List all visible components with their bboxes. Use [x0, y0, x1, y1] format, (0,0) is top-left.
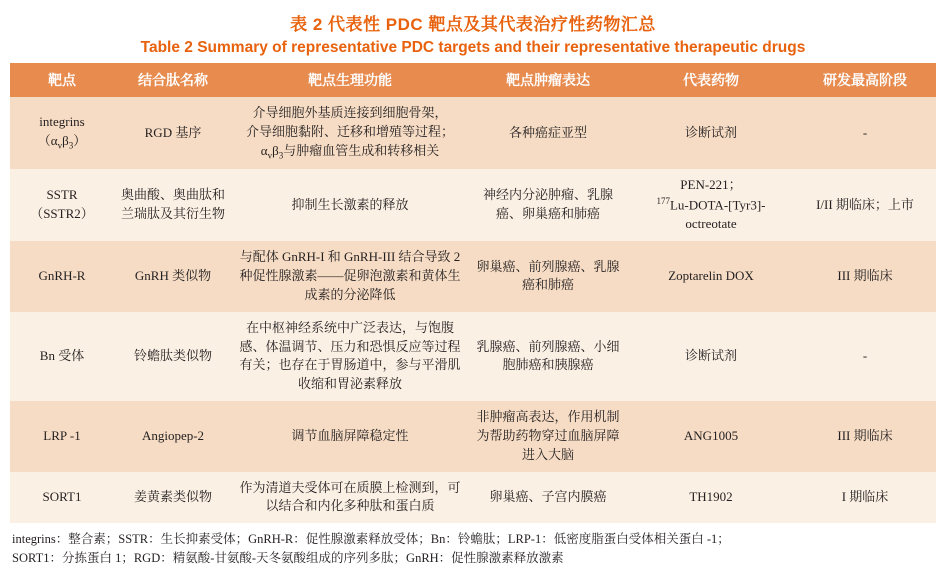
table-header [10, 63, 936, 97]
cell-function: 作为清道夫受体可在质膜上检测到，可以结合和内化多种肽和蛋白质 [232, 472, 468, 524]
cell-expression: 各种癌症亚型 [468, 97, 628, 169]
cell-expression: 非肿瘤高表达，作用机制为帮助药物穿过血脑屏障进入大脑 [468, 401, 628, 472]
table-row [10, 97, 936, 169]
cell-function: 在中枢神经系统中广泛表达，与饱腹感、体温调节、压力和恐惧反应等过程有关；也存在于胃肠道中，参与平滑肌收缩和胃泌素释放 [232, 312, 468, 401]
table-body [10, 97, 936, 523]
cell-stage: III 期临床 [794, 241, 936, 312]
cell-function: 抑制生长激素的释放 [232, 169, 468, 241]
cell-stage: - [794, 312, 936, 401]
cell-target: SORT1 [10, 472, 114, 524]
cell-stage: I/II 期临床；上市 [794, 169, 936, 241]
cell-peptide: 奥曲酸、奥曲肽和兰瑞肽及其衍生物 [114, 169, 232, 241]
cell-stage: - [794, 97, 936, 169]
cell-target: LRP -1 [10, 401, 114, 472]
target-name-integrins: integrins [39, 114, 85, 130]
column-header-drug: 代表药物 [628, 63, 794, 97]
cell-target: SSTR （SSTR2） [10, 169, 114, 241]
column-header-target: 靶点 [10, 63, 114, 97]
cell-peptide: RGD 基序 [114, 97, 232, 169]
column-header-expression: 靶点肿瘤表达 [468, 63, 628, 97]
cell-peptide: 姜黄素类似物 [114, 472, 232, 524]
table-row [10, 241, 936, 312]
cell-expression: 卵巢癌、子宫内膜癌 [468, 472, 628, 524]
cell-expression: 神经内分泌肿瘤、乳腺癌、卵巢癌和肺癌 [468, 169, 628, 241]
table-row [10, 401, 936, 472]
table-row [10, 312, 936, 401]
cell-target: GnRH-R [10, 241, 114, 312]
footnote-line-1: integrins：整合素；SSTR：生长抑素受体；GnRH-R：促性腺激素释放受体；Bn：铃蟾肽；LRP-1：低密度脂蛋白受体相关蛋白 -1； [12, 532, 730, 547]
cell-function: 与配体 GnRH-I 和 GnRH-III 结合导致 2 种促性腺激素——促卵泡激素和黄体生成素的分泌降低 [232, 241, 468, 312]
cell-peptide: GnRH 类似物 [114, 241, 232, 312]
cell-drug: PEN-221； $^{177}$Lu-DOTA-[Tyr3]- octreotate [628, 169, 794, 241]
cell-drug: 诊断试剂 [628, 312, 794, 401]
table-row [10, 169, 936, 241]
cell-target [10, 97, 114, 169]
column-header-function: 靶点生理功能 [232, 63, 468, 97]
column-header-stage: 研发最高阶段 [794, 63, 936, 97]
column-header-peptide: 结合肽名称 [114, 63, 232, 97]
cell-peptide: 铃蟾肽类似物 [114, 312, 232, 401]
table-title-en: Table 2 Summary of representative PDC targets and their representative therapeutic drugs [140, 39, 806, 56]
cell-drug: 诊断试剂 [628, 97, 794, 169]
cell-peptide: Angiopep-2 [114, 401, 232, 472]
cell-target: Bn 受体 [10, 312, 114, 401]
table-row [10, 472, 936, 524]
table-footnotes [10, 530, 936, 568]
cell-drug: Zoptarelin DOX [628, 241, 794, 312]
cell-drug: TH1902 [628, 472, 794, 524]
cell-expression: 卵巢癌、前列腺癌、乳腺癌和肺癌 [468, 241, 628, 312]
cell-function: 介导细胞外基质连接到细胞骨架， 介导细胞黏附、迁移和增殖等过程； $\alpha_v\beta_3$与肿瘤血管生成和转移相关 [232, 97, 468, 169]
footnote-line-2: SORT1：分拣蛋白 1；RGD：精氨酸-甘氨酸-天冬氨酸组成的序列多肽；GnRH：促性腺激素释放激素 [12, 551, 564, 566]
target-name-integrins-subunit: $(\alpha_v\beta_3)$ [37, 133, 87, 151]
pdc-targets-table [10, 63, 936, 523]
cell-function: 调节血脑屏障稳定性 [232, 401, 468, 472]
cell-stage: III 期临床 [794, 401, 936, 472]
table-header-row [10, 63, 936, 97]
cell-expression: 乳腺癌、前列腺癌、小细胞肺癌和胰腺癌 [468, 312, 628, 401]
cell-stage: I 期临床 [794, 472, 936, 524]
cell-drug: ANG1005 [628, 401, 794, 472]
table-title-cn: 表 2 代表性 PDC 靶点及其代表治疗性药物汇总 [290, 15, 656, 34]
